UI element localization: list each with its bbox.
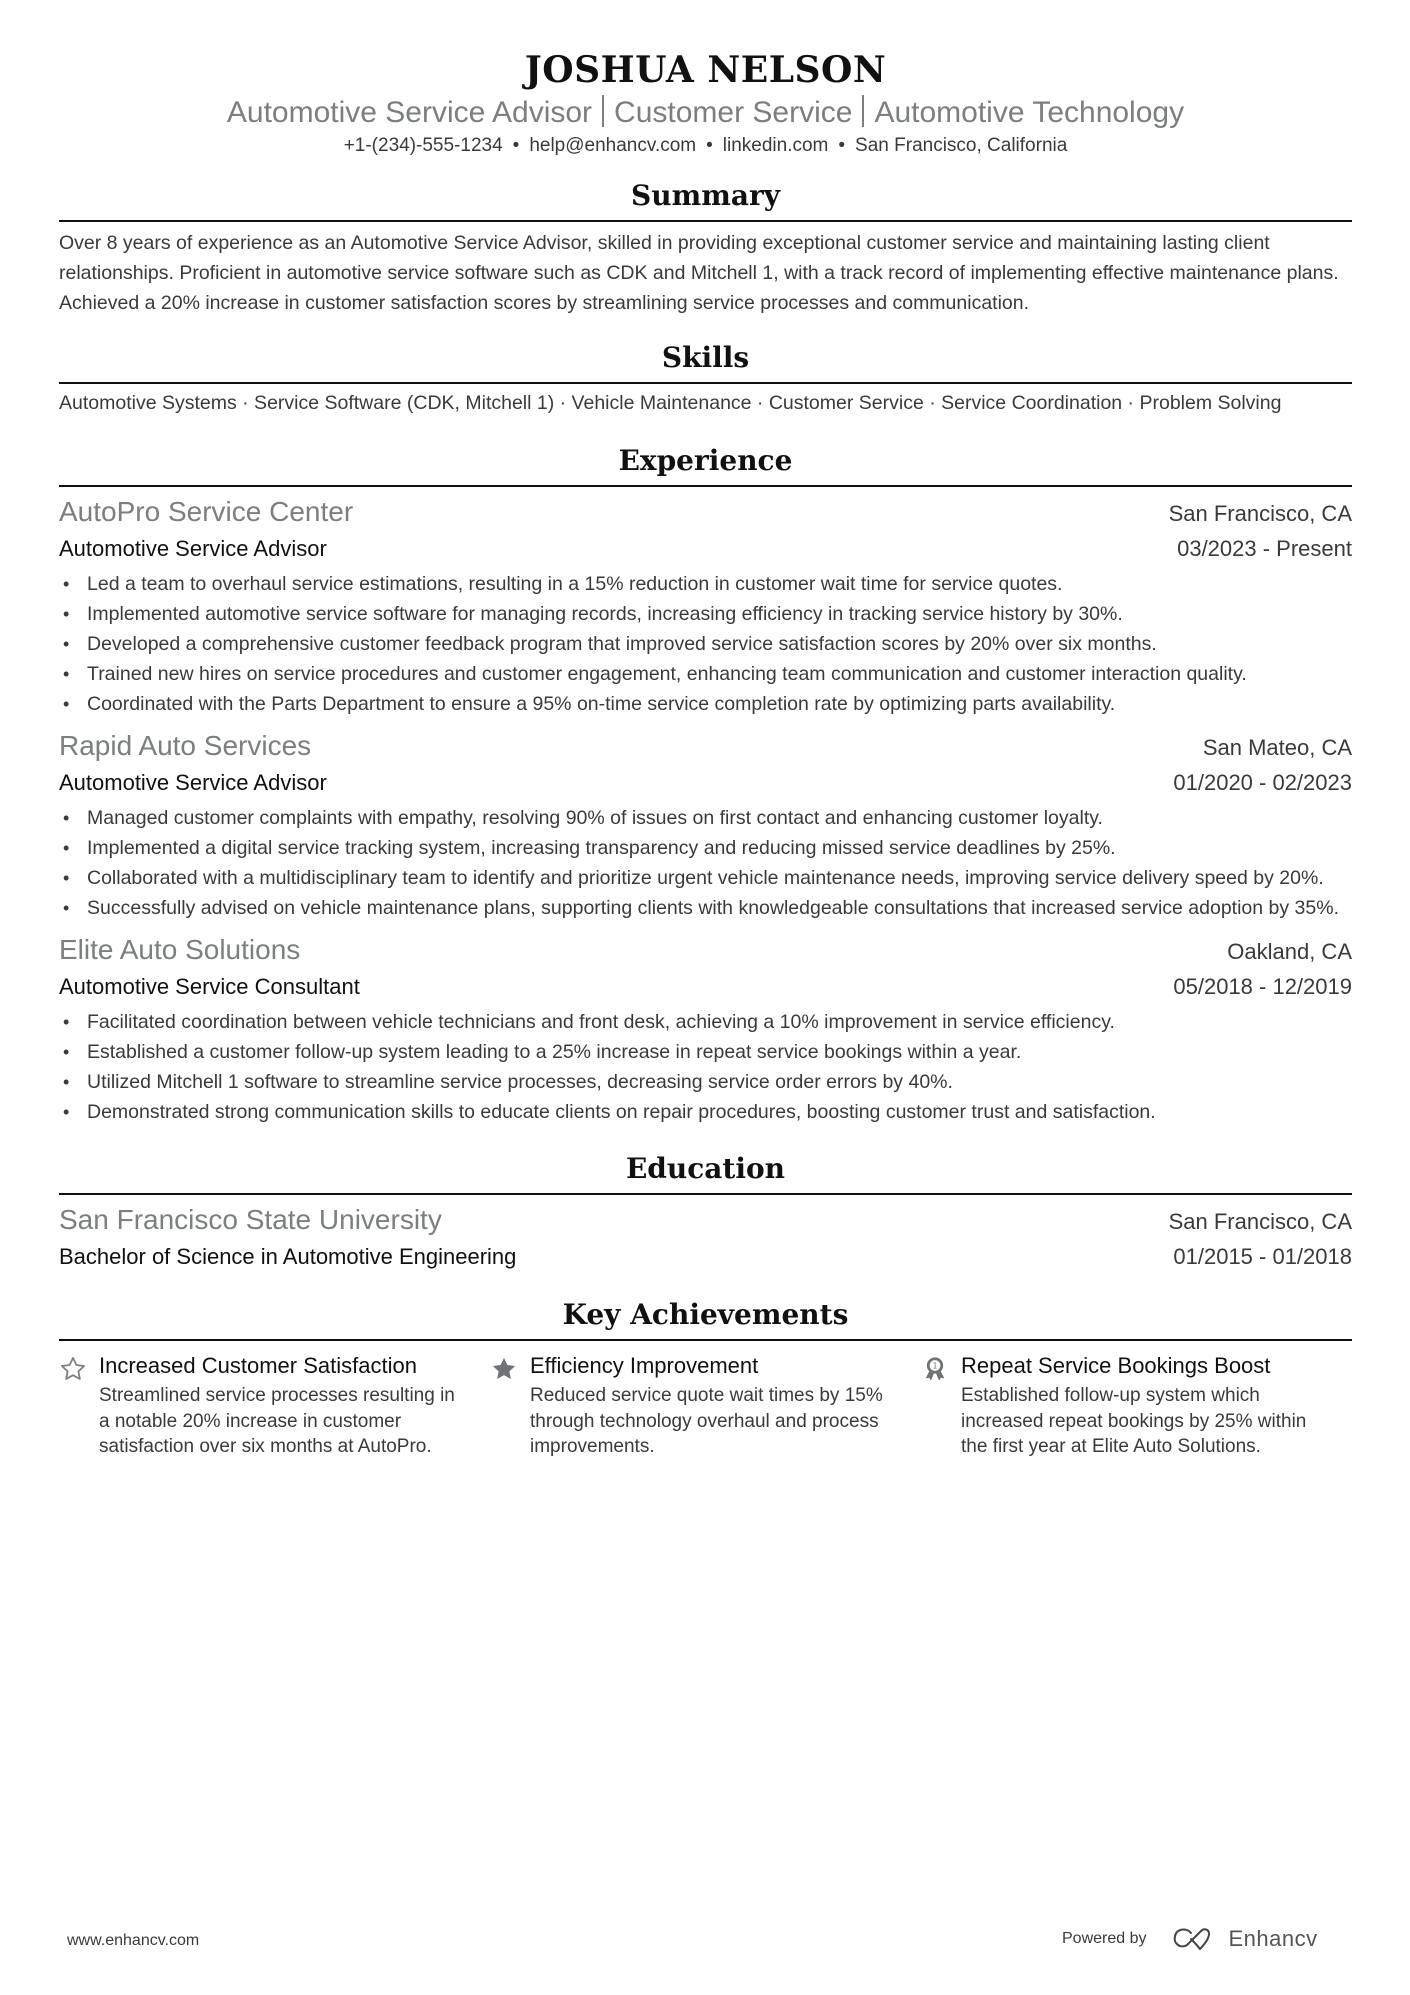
enhancv-brand[interactable]: Enhancv [1228, 1926, 1318, 1951]
headline [59, 94, 1352, 132]
bullet-item: • Established a customer follow-up system leading to a 25% increase in repeat service bookings within a year. [59, 1037, 1352, 1067]
achievement-item [59, 1351, 490, 1460]
job-dates: 03/2023 - Present [1177, 536, 1352, 561]
section-title: Skills [661, 341, 750, 374]
skills-section [59, 340, 1352, 417]
section-divider [59, 382, 1352, 384]
star-filled-icon [490, 1351, 530, 1460]
candidate-name: JOSHUA NELSON [524, 49, 887, 91]
bullet-item: • Collaborated with a multidisciplinary team to identify and prioritize urgent vehicle maintenance needs, improving service delivery speed by 20%. [59, 863, 1352, 893]
achievement-description: Streamlined service processes resulting in a notable 20% increase in customer satisfaction over six months at AutoPro. [99, 1385, 455, 1457]
job-title: Automotive Service Advisor [59, 770, 327, 795]
skills-list: Automotive Systems · Service Software (CDK, Mitchell 1) · Vehicle Maintenance · Customer Service · Service Coordination · Problem Solving [59, 392, 1282, 414]
experience-entry [59, 495, 1352, 719]
award-medal-icon [921, 1351, 961, 1460]
job-dates: 05/2018 - 12/2019 [1173, 974, 1352, 999]
headline-part: Automotive Technology [874, 96, 1185, 129]
section-divider [59, 220, 1352, 222]
achievement-title: Repeat Service Bookings Boost [961, 1353, 1271, 1378]
summary-section [59, 178, 1352, 318]
education-dates: 01/2015 - 01/2018 [1173, 1244, 1352, 1269]
experience-entry [59, 933, 1352, 1127]
summary-text: Over 8 years of experience as an Automotive Service Advisor, skilled in providing exceptional customer service and maintaining lasting client relationships. Proficient in automotive service software such as CDK and Mitchell 1, with a track record of implementing effective maintenance plans. Achieved a 20% increase in customer satisfaction scores by streamlining service processes and communication. [59, 232, 1339, 314]
resume-header [59, 0, 1352, 158]
section-title: Experience [618, 444, 793, 477]
footer-branding [1062, 1926, 1318, 1952]
powered-by-label: Powered by [1062, 1930, 1147, 1947]
enhancv-logo-icon [1171, 1926, 1219, 1952]
bullet-list [59, 569, 1352, 719]
experience-entry [59, 729, 1352, 923]
headline-part: Automotive Service Advisor [226, 96, 593, 129]
resume-page [59, 0, 1352, 1460]
bullet-item: • Developed a comprehensive customer feedback program that improved service satisfaction scores by 20% over six months. [59, 629, 1352, 659]
bullet-item: • Utilized Mitchell 1 software to streamline service processes, decreasing service order errors by 40%. [59, 1067, 1352, 1097]
experience-section [59, 443, 1352, 1127]
section-title: Education [625, 1152, 786, 1185]
bullet-list [59, 803, 1352, 923]
job-title: Automotive Service Advisor [59, 536, 327, 561]
achievements-section [59, 1297, 1352, 1460]
bullet-separator: • [706, 135, 713, 156]
job-title: Automotive Service Consultant [59, 974, 360, 999]
company-name: Elite Auto Solutions [59, 934, 301, 965]
achievement-item [921, 1351, 1352, 1460]
achievement-description: Reduced service quote wait times by 15% through technology overhaul and process improvements. [530, 1385, 883, 1457]
bullet-separator: • [512, 135, 520, 156]
job-location: Oakland, CA [1227, 939, 1352, 964]
location: San Francisco, California [855, 135, 1068, 156]
company-name: AutoPro Service Center [59, 496, 354, 527]
footer-website[interactable]: www.enhancv.com [67, 1932, 200, 1949]
phone[interactable]: +1-(234)-555-1234 [343, 135, 503, 156]
bullet-item: • Trained new hires on service procedures and customer engagement, enhancing team communication and customer interaction quality. [59, 659, 1352, 689]
section-divider [59, 485, 1352, 487]
bullet-item: • Demonstrated strong communication skills to educate clients on repair procedures, boosting customer trust and satisfaction. [59, 1097, 1352, 1127]
divider [862, 95, 864, 127]
achievement-title: Increased Customer Satisfaction [99, 1353, 417, 1378]
education-entry [59, 1203, 1352, 1275]
star-outline-icon [59, 1351, 99, 1460]
divider [602, 95, 604, 127]
job-location: San Mateo, CA [1202, 735, 1352, 760]
bullet-separator: • [838, 135, 846, 156]
section-title: Summary [631, 179, 780, 212]
school-location: San Francisco, CA [1168, 1209, 1352, 1234]
achievement-item [490, 1351, 921, 1460]
linkedin-link[interactable]: linkedin.com [722, 135, 829, 156]
section-divider [59, 1339, 1352, 1341]
school-name: San Francisco State University [59, 1204, 442, 1235]
education-section [59, 1151, 1352, 1275]
degree: Bachelor of Science in Automotive Engineering [59, 1244, 517, 1269]
headline-part: Customer Service [614, 96, 853, 129]
achievement-description: Established follow-up system which increased repeat bookings by 25% within the first year at Elite Auto Solutions. [961, 1385, 1307, 1457]
bullet-item: • Facilitated coordination between vehicle technicians and front desk, achieving a 10% improvement in service efficiency. [59, 1007, 1352, 1037]
bullet-item: • Led a team to overhaul service estimations, resulting in a 15% reduction in customer wait time for service quotes. [59, 569, 1352, 599]
section-divider [59, 1193, 1352, 1195]
bullet-list [59, 1007, 1352, 1127]
bullet-item: • Coordinated with the Parts Department to ensure a 95% on-time service completion rate by optimizing parts availability. [59, 689, 1352, 719]
contact-info [59, 134, 1352, 158]
company-name: Rapid Auto Services [59, 730, 312, 761]
bullet-item: • Managed customer complaints with empathy, resolving 90% of issues on first contact and enhancing customer loyalty. [59, 803, 1352, 833]
bullet-item: • Implemented automotive service software for managing records, increasing efficiency in tracking service history by 30%. [59, 599, 1352, 629]
achievement-title: Efficiency Improvement [530, 1353, 759, 1378]
bullet-item: • Successfully advised on vehicle maintenance plans, supporting clients with knowledgeable consultations that increased service adoption by 35%. [59, 893, 1352, 923]
job-dates: 01/2020 - 02/2023 [1173, 770, 1352, 795]
section-title: Key Achievements [562, 1298, 849, 1331]
svg-text:1: 1 [932, 1361, 938, 1371]
job-location: San Francisco, CA [1168, 501, 1352, 526]
bullet-item: • Implemented a digital service tracking system, increasing transparency and reducing missed service deadlines by 25%. [59, 833, 1352, 863]
email[interactable]: help@enhancv.com [529, 135, 697, 156]
achievements-grid [59, 1351, 1352, 1460]
